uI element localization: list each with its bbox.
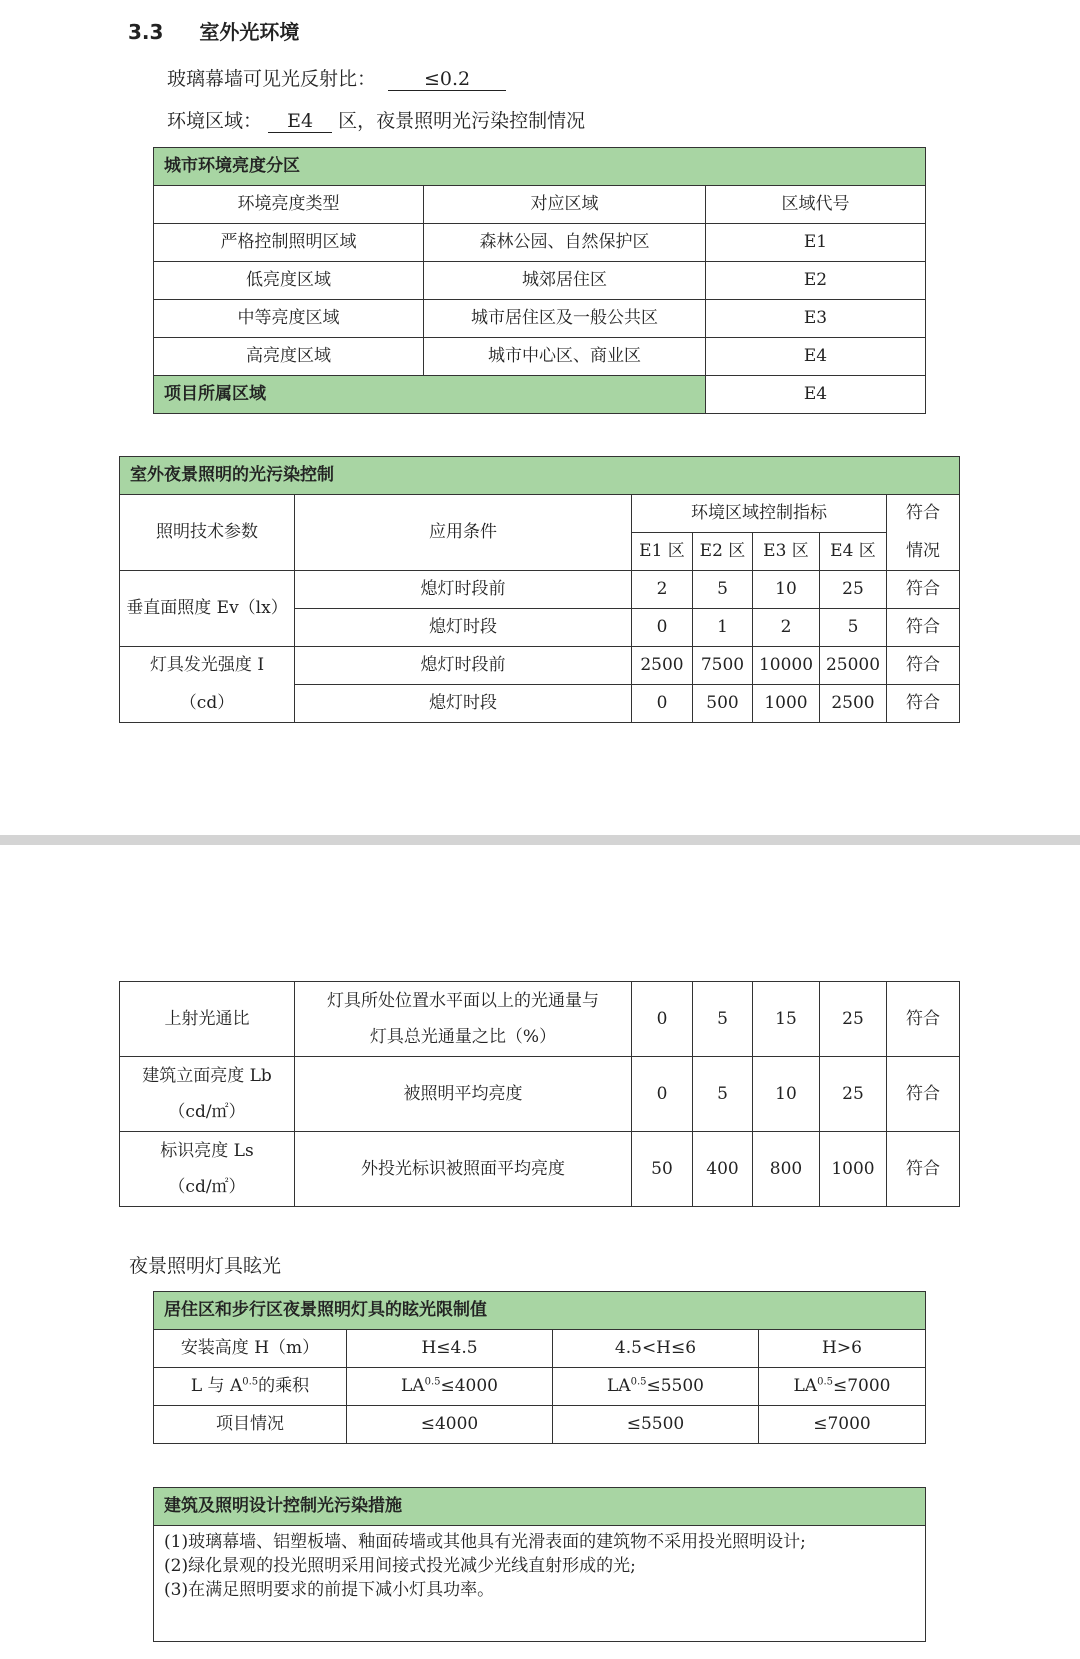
zone-code: E3 [706,300,926,338]
value: 800 [753,1132,820,1207]
header-match-2: 情况 [887,533,960,571]
value: 1000 [753,685,820,723]
la-label: L 与 $A^{0.5}$的乘积 [154,1368,347,1406]
value: 4.5<H≤6 [553,1330,759,1368]
param-line-1: 标识亮度 Ls [160,1141,254,1161]
value: 25000 [820,647,887,685]
value: 50 [632,1132,693,1207]
measures-table [153,1487,926,1642]
match: 符合 [887,609,960,647]
table-row [120,1132,960,1207]
value: 5 [693,1057,753,1132]
value: 0 [632,1057,693,1132]
value: ≤4000 [347,1406,553,1444]
table-row [120,571,960,609]
env-label: 环境区域： [167,110,263,132]
value: ≤5500 [553,1406,759,1444]
value: 25 [820,982,887,1057]
measure-item: (2)绿化景观的投光照明采用间接式投光减少光线直射形成的光; [164,1556,636,1576]
zone-type: 中等亮度区域 [154,300,424,338]
value: 7500 [693,647,753,685]
match: 符合 [887,571,960,609]
value: H>6 [759,1330,926,1368]
zone-type: 低亮度区域 [154,262,424,300]
zone-code: E1 [706,224,926,262]
cond: 外投光标识被照面平均亮度 [295,1132,632,1207]
cond-line-2: 灯具总光通量之比（%） [369,1027,557,1047]
cond: 熄灯时段 [295,609,632,647]
zone-table [153,147,926,414]
zone-area: 城郊居住区 [424,262,706,300]
value: 5 [820,609,887,647]
table-row [120,647,960,685]
zone-area: 城市居住区及一般公共区 [424,300,706,338]
zone-type: 严格控制照明区域 [154,224,424,262]
param-ev: 垂直面照度 Ev（lx） [120,571,295,647]
glare-label: 夜景照明灯具眩光 [129,1255,282,1277]
value: 0 [632,982,693,1057]
value: $LA^{0.5}\le 5500$ [553,1368,759,1406]
table-row [154,300,926,338]
header-condition: 应用条件 [295,495,632,571]
measure-item: (3)在满足照明要求的前提下减小灯具功率。 [164,1580,495,1600]
param-line-2: （cd/㎡） [168,1177,246,1197]
env-value: E4 [268,110,332,133]
table-row [154,1330,926,1368]
cond-line-1: 灯具所处位置水平面以上的光通量与 [327,991,599,1011]
table-row [120,685,960,723]
cond: 被照明平均亮度 [295,1057,632,1132]
measures-list [154,1526,926,1642]
zone-area: 城市中心区、商业区 [424,338,706,376]
pollution-table [119,456,960,723]
value: 10000 [753,647,820,685]
zone-table-title: 城市环境亮度分区 [154,148,926,186]
project-zone-label: 项目所属区域 [154,376,706,414]
value: $LA^{0.5}\le 7000$ [759,1368,926,1406]
value: 1000 [820,1132,887,1207]
pollution-table-continued [119,981,960,1207]
project-zone-value: E4 [706,376,926,414]
param-intensity-1: 灯具发光强度 I [120,647,295,685]
value: 10 [753,1057,820,1132]
value: 500 [693,685,753,723]
glare-table-title: 居住区和步行区夜景照明灯具的眩光限制值 [154,1292,926,1330]
table-row [154,1368,926,1406]
param-intensity-2: （cd） [120,685,295,723]
value: 2500 [632,647,693,685]
match: 符合 [887,647,960,685]
value: H≤4.5 [347,1330,553,1368]
param-line-1: 建筑立面亮度 Lb [142,1066,272,1086]
zone-area: 森林公园、自然保护区 [424,224,706,262]
zone-header-type: 环境亮度类型 [154,186,424,224]
section-title: 室外光环境 [199,20,300,44]
page-separator [0,835,1080,845]
project-label: 项目情况 [154,1406,347,1444]
header-param: 照明技术参数 [120,495,295,571]
value: ≤7000 [759,1406,926,1444]
env-zone-line [167,106,585,133]
measures-title: 建筑及照明设计控制光污染措施 [154,1488,926,1526]
glass-label: 玻璃幕墙可见光反射比： [167,68,377,90]
pollution-table-title: 室外夜景照明的光污染控制 [120,457,960,495]
match: 符合 [887,982,960,1057]
glass-reflect-line [167,64,506,91]
glare-table [153,1291,926,1444]
param-facade-luminance [120,1057,295,1132]
param-sign-luminance [120,1132,295,1207]
param-upward-ratio: 上射光通比 [120,982,295,1057]
header-zone-e4: E4 区 [820,533,887,571]
section-number: 3.3 [128,20,164,44]
header-zone-index: 环境区域控制指标 [632,495,887,533]
header-zone-e2: E2 区 [693,533,753,571]
height-label: 安装高度 H（m） [154,1330,347,1368]
value: 25 [820,1057,887,1132]
header-match-1: 符合 [887,495,960,533]
zone-type: 高亮度区域 [154,338,424,376]
table-row [154,224,926,262]
value: 400 [693,1132,753,1207]
value: 2500 [820,685,887,723]
zone-header-area: 对应区域 [424,186,706,224]
value: 15 [753,982,820,1057]
table-row [154,338,926,376]
cond: 熄灯时段前 [295,571,632,609]
env-suffix: 区，夜景照明光污染控制情况 [338,110,586,132]
zone-code: E2 [706,262,926,300]
header-zone-e1: E1 区 [632,533,693,571]
cond: 熄灯时段 [295,685,632,723]
value: 2 [753,609,820,647]
value: 0 [632,609,693,647]
measure-item: (1)玻璃幕墙、铝塑板墙、釉面砖墙或其他具有光滑表面的建筑物不采用投光照明设计; [164,1532,806,1552]
zone-code: E4 [706,338,926,376]
param-line-2: （cd/㎡） [168,1102,246,1122]
table-row [154,262,926,300]
value: $LA^{0.5}\le 4000$ [347,1368,553,1406]
table-row [120,1057,960,1132]
table-row [154,1406,926,1444]
value: 5 [693,571,753,609]
match: 符合 [887,685,960,723]
match: 符合 [887,1132,960,1207]
value: 2 [632,571,693,609]
value: 25 [820,571,887,609]
value: 1 [693,609,753,647]
match: 符合 [887,1057,960,1132]
zone-header-code: 区域代号 [706,186,926,224]
value: 0 [632,685,693,723]
glass-value: ≤0.2 [388,68,506,91]
cond: 熄灯时段前 [295,647,632,685]
value: 10 [753,571,820,609]
table-row [120,982,960,1057]
header-zone-e3: E3 区 [753,533,820,571]
section-heading [128,16,299,45]
value: 5 [693,982,753,1057]
cond-upward-ratio [295,982,632,1057]
